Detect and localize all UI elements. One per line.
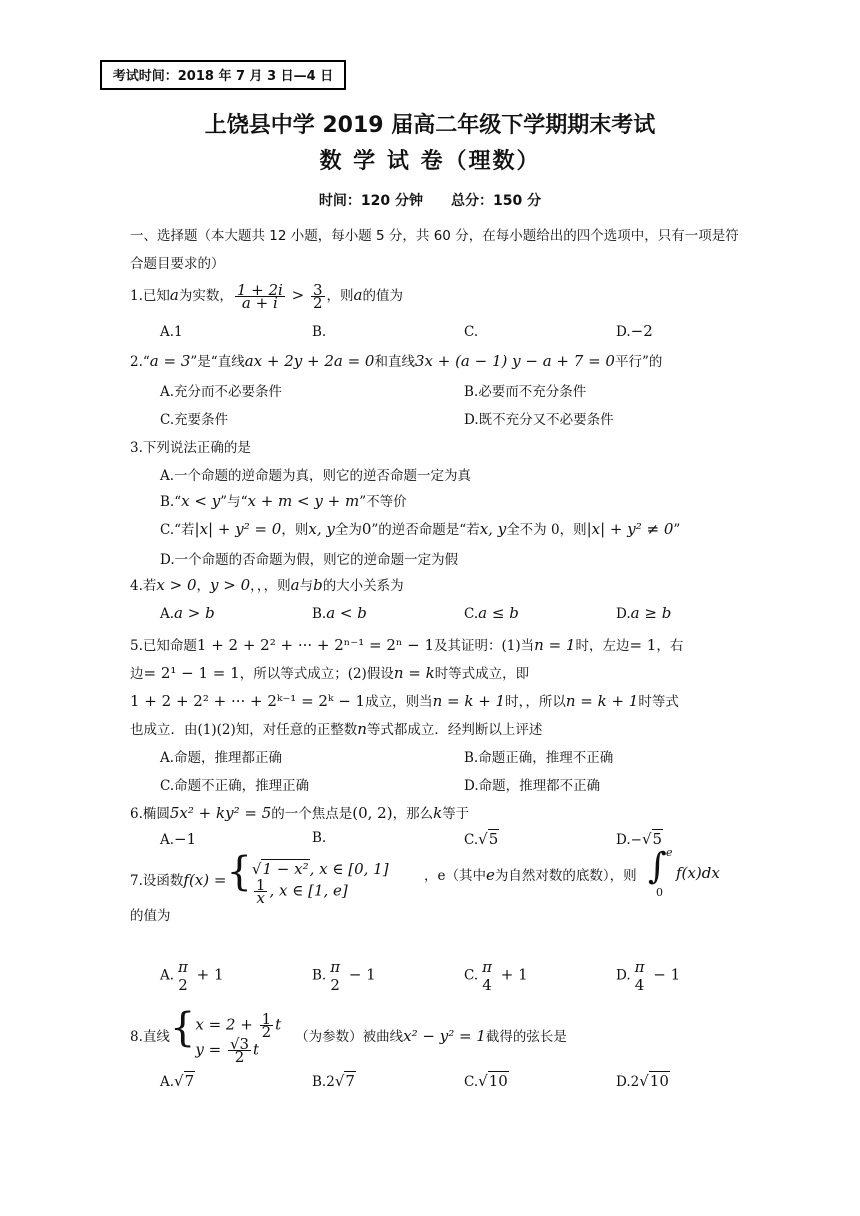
q3-text: 全为	[334, 522, 362, 538]
exam-title: 上饶县中学 2019 届高二年级下学期期末考试	[204, 113, 656, 138]
sqrt-sign-icon: √	[478, 830, 488, 848]
q8-text: 截得的弦长是	[485, 1029, 567, 1045]
q7-text: 为自然对数的底数），则	[494, 868, 637, 884]
q3-math: 0	[361, 520, 372, 538]
q6-option-c[interactable]	[464, 830, 499, 848]
q7-opt-frac	[176, 958, 190, 994]
q1-option-d-math: −2	[630, 322, 653, 340]
q1-option-b[interactable]: B.	[312, 324, 327, 340]
q2-condition: a = 3	[149, 352, 191, 370]
q8-text: （为参数）被曲线	[295, 1029, 404, 1045]
question-5-line-2	[130, 662, 529, 682]
exam-time-box: 考试时间：2018 年 7 月 3 日—4 日	[100, 60, 346, 90]
q1-option-d[interactable]	[616, 322, 653, 340]
q3-option-b[interactable]	[160, 490, 407, 510]
question-5-line-3	[130, 690, 679, 710]
q8-eq2-frac	[228, 1034, 251, 1066]
exam-meta: 时间：120 分钟 总分：150 分	[318, 193, 542, 209]
q1-var-a: a	[353, 286, 363, 304]
sqrt-sign-icon: √	[251, 859, 262, 878]
q3-text: ”与“	[220, 494, 248, 510]
q7-opt-label: B.	[312, 967, 327, 984]
q5-math: n = k	[393, 664, 435, 682]
q7-opt-num: π	[482, 958, 492, 976]
q4-text: 4.若	[130, 578, 157, 594]
q8-opt-root: 7	[184, 1072, 195, 1090]
q4-option-c[interactable]	[464, 604, 519, 622]
q8-opt-label: D.2	[616, 1074, 640, 1090]
q5-text: 也成立．由(1)(2)知，对任意的正整数	[130, 722, 358, 738]
q6-text: ，那么	[392, 806, 434, 822]
q7-var-e: e	[486, 866, 495, 884]
q5-text: 时，左边	[575, 638, 630, 654]
q1-frac1-top: 1 + 2i	[236, 281, 283, 299]
question-3-stem: 3.下列说法正确的是	[130, 440, 251, 456]
q7-case2-top: 1	[255, 875, 266, 894]
q8-eq1: x = 2 +	[195, 1015, 258, 1033]
q6-opt-label: C.	[464, 832, 479, 848]
q5-option-d[interactable]: D.命题，推理都不正确	[464, 778, 601, 794]
q8-eq2-t: t	[253, 1040, 260, 1058]
q3-option-a[interactable]: A.一个命题的逆命题为真，则它的逆否命题一定为真	[160, 468, 472, 484]
q1-text: 为实数，	[178, 288, 233, 304]
q7-opt-num: π	[330, 958, 341, 976]
q8-opt-root: 10	[649, 1072, 669, 1090]
question-6-stem	[130, 802, 469, 822]
q4-opt-math: a > b	[174, 604, 215, 622]
q2-option-d[interactable]: D.既不充分又不必要条件	[464, 412, 614, 428]
q3-option-c[interactable]	[160, 518, 680, 538]
q3-text: ”	[673, 522, 681, 538]
q1-text: ，则	[326, 288, 354, 304]
question-7-stem-cont	[424, 864, 637, 884]
q7-function: f(x) =	[183, 871, 227, 889]
q8-opt-label: A.	[160, 1074, 175, 1090]
q4-text: 与	[299, 578, 314, 594]
q8-eq-1	[195, 1009, 282, 1041]
q1-option-c[interactable]: C.	[464, 324, 479, 340]
q8-eq2-bot: 2	[234, 1047, 245, 1066]
q1-option-d-label: D.	[616, 324, 631, 340]
question-2-stem	[130, 350, 662, 370]
q7-text: 7.设函数	[130, 873, 184, 889]
q5-math: = 1	[629, 636, 657, 654]
sqrt-sign-icon: √	[334, 1072, 345, 1090]
q8-param-eqs	[195, 1009, 282, 1066]
q6-opt-label: A.	[160, 832, 175, 848]
q1-frac1-bot: a + i	[241, 294, 278, 312]
q3-math: x, y	[308, 520, 335, 538]
q6-math: 5x² + ky² = 5	[169, 804, 272, 822]
left-brace-icon: {	[226, 849, 252, 895]
question-7-stem	[130, 849, 389, 907]
q1-text: 1.已知	[130, 288, 170, 304]
q7-opt-frac	[633, 958, 647, 994]
q1-fraction-2	[311, 281, 325, 312]
sqrt-sign-icon: √	[174, 1072, 184, 1090]
q5-text: 5.已知命题	[130, 638, 197, 654]
q8-curve: x² − y² = 1	[403, 1027, 486, 1045]
q8-opt-root: 7	[345, 1072, 355, 1090]
q4-opt-math: a ≤ b	[478, 604, 519, 622]
q5-option-c[interactable]: C.命题不正确，推理正确	[160, 778, 310, 794]
q5-text: 成立，则当	[365, 694, 433, 710]
q8-eq1-bot: 2	[261, 1022, 272, 1041]
q8-option-a[interactable]	[160, 1072, 195, 1090]
q8-option-c[interactable]	[464, 1072, 509, 1090]
q5-math: n = 1	[534, 636, 576, 654]
q6-math: k	[433, 804, 443, 822]
q7-integral	[648, 846, 720, 899]
exam-subtitle: 数 学 试 卷（理数）	[319, 149, 541, 174]
q7-case-2	[252, 875, 389, 907]
q8-eq2-top: √3	[229, 1034, 250, 1053]
q8-eq-2	[195, 1034, 281, 1066]
q4-opt-label: B.	[312, 606, 327, 622]
q3-math: x < y	[181, 492, 221, 510]
q7-case1-root: 1 − x²	[262, 859, 309, 878]
q7-opt-num: π	[634, 958, 645, 976]
question-8-stem	[130, 1005, 567, 1066]
q6-opt-math: 5	[488, 830, 499, 848]
q7-option-d[interactable]	[616, 958, 680, 994]
q5-math: n	[357, 720, 367, 738]
integral-sign-icon: ∫	[648, 846, 667, 887]
q7-opt-tail: − 1	[344, 965, 376, 984]
q1-frac2-bot: 2	[312, 294, 323, 312]
left-brace-icon: {	[169, 1005, 196, 1051]
q5-text: ，右	[656, 638, 684, 654]
question-5-line-1	[130, 634, 683, 654]
q6-text: 的一个焦点是	[271, 806, 353, 822]
q2-text: 2.“	[130, 354, 150, 370]
q1-option-a[interactable]: A.1	[160, 324, 183, 340]
q5-math: = 2¹ − 1 = 1	[143, 664, 240, 682]
q3-math: x + m < y + m	[247, 492, 360, 510]
q4-text: ，，，则	[250, 578, 291, 594]
q3-math: x, y	[479, 520, 507, 538]
q5-text: 及其证明：(1)当	[434, 638, 535, 654]
q2-option-c[interactable]: C.充要条件	[160, 412, 229, 428]
q8-eq1-top: 1	[261, 1009, 272, 1028]
q5-option-b[interactable]: B.命题正确，推理不正确	[464, 750, 614, 766]
q4-opt-math: a < b	[326, 604, 367, 622]
q5-text: 时等式成立，即	[434, 666, 530, 682]
q7-opt-label: C.	[464, 967, 479, 984]
q4-text: ，	[196, 578, 210, 594]
q3-text: 全不为 0，则	[506, 522, 587, 538]
q4-var-b: b	[313, 576, 323, 594]
question-7-stem-end: 的值为	[130, 908, 171, 924]
q7-opt-den: 2	[178, 976, 188, 994]
q7-case2-bot: x	[256, 888, 265, 907]
q8-text: 8.直线	[130, 1029, 170, 1045]
q5-text: 等式都成立．经判断以上评述	[366, 722, 543, 738]
q3-text: ”的逆否命题是“若	[371, 522, 480, 538]
q4-opt-math: a ≥ b	[630, 604, 672, 622]
sqrt-sign-icon: √	[639, 1072, 649, 1090]
q5-option-a[interactable]: A.命题，推理都正确	[160, 750, 283, 766]
q7-case-1	[252, 860, 389, 879]
q7-cases	[251, 859, 389, 907]
q7-text: ，e（其中	[424, 868, 486, 884]
q8-option-d[interactable]	[616, 1072, 670, 1090]
q6-option-a[interactable]	[160, 830, 196, 848]
q2-line-1: ax + 2y + 2a = 0	[244, 352, 375, 370]
q6-text: 等于	[442, 806, 470, 822]
q3-math: |x| + y² ≠ 0	[586, 520, 674, 538]
q2-option-b[interactable]: B.必要而不充分条件	[464, 384, 587, 400]
q8-opt-label: C.	[464, 1074, 479, 1090]
q8-eq1-t: t	[275, 1015, 282, 1033]
q1-gt: >	[286, 286, 309, 304]
q8-eq2: y =	[195, 1040, 226, 1058]
q6-opt-math: −1	[174, 830, 197, 848]
q7-opt-num: π	[178, 958, 188, 976]
q4-opt-label: D.	[616, 606, 631, 622]
q6-text: 6.椭圆	[130, 806, 170, 822]
q3-text: C.“若	[160, 522, 195, 538]
q7-opt-den: 4	[634, 976, 645, 994]
q2-text: ”是“直线	[190, 354, 245, 370]
q1-var-a: a	[169, 286, 179, 304]
q7-case2-domain: , x ∈ [1, e]	[269, 881, 348, 899]
q6-opt-math: 5	[652, 830, 663, 848]
q3-text: ”不等价	[359, 494, 407, 510]
q7-opt-tail: − 1	[648, 965, 681, 984]
q6-option-b[interactable]: B.	[312, 830, 327, 846]
q5-math: n = k + 1	[432, 692, 506, 710]
q7-int-upper: e	[666, 846, 673, 859]
q2-option-a[interactable]: A.充分而不必要条件	[160, 384, 283, 400]
q7-int-lower: 0	[656, 886, 663, 899]
q1-text: 的值为	[362, 288, 403, 304]
q2-text: 平行”的	[614, 354, 663, 370]
q4-option-b[interactable]	[312, 604, 367, 622]
q5-text: ，所以等式成立；(2)假设	[239, 666, 394, 682]
q6-opt-label: D.−	[616, 832, 642, 848]
q7-integrand: f(x)dx	[676, 864, 720, 882]
q7-option-b[interactable]	[312, 958, 376, 994]
section-heading: 一、选择题（本大题共 12 小题，每小题 5 分，共 60 分，在每小题给出的四个选项中，只有一项是符合题目要求的）	[130, 228, 739, 272]
q3-text: ，则	[281, 522, 309, 538]
q2-line-2: 3x + (a − 1) y − a + 7 = 0	[414, 352, 615, 370]
q4-opt-label: A.	[160, 606, 175, 622]
q7-opt-tail: + 1	[191, 965, 224, 984]
q5-math: 1 + 2 + 2² + ··· + 2ⁿ⁻¹ = 2ⁿ − 1	[196, 636, 435, 654]
q7-case2-frac	[254, 875, 268, 907]
q7-case1-domain: , x ∈ [0, 1]	[309, 859, 389, 878]
q7-opt-tail: + 1	[496, 965, 528, 984]
q5-math: n = k + 1	[565, 692, 639, 710]
question-4-stem	[130, 574, 404, 594]
q7-opt-frac	[328, 958, 342, 994]
q2-text: 和直线	[374, 354, 415, 370]
q4-math: y > 0	[210, 576, 251, 594]
q1-frac2-top: 3	[312, 281, 323, 299]
q5-text: 时，，所以	[505, 694, 566, 710]
q4-option-a[interactable]	[160, 604, 215, 622]
question-1-stem	[130, 281, 403, 312]
q1-fraction-1	[235, 281, 285, 312]
q4-math: x > 0	[156, 576, 197, 594]
q8-opt-root: 10	[488, 1072, 508, 1090]
question-5-line-4	[130, 718, 542, 738]
q3-option-d[interactable]: D.一个命题的否命题为假，则它的逆命题一定为假	[160, 552, 459, 568]
sqrt-sign-icon: √	[641, 830, 652, 848]
q7-opt-den: 4	[482, 976, 492, 994]
q4-opt-label: C.	[464, 606, 479, 622]
q3-text: B.“	[160, 494, 182, 510]
q5-math: 1 + 2 + 2² + ··· + 2ᵏ⁻¹ = 2ᵏ − 1	[130, 692, 366, 710]
q7-opt-frac	[480, 958, 494, 994]
q7-option-a[interactable]	[160, 958, 224, 994]
q7-opt-label: A.	[160, 967, 175, 984]
q8-eq1-frac	[260, 1009, 274, 1041]
q3-math: |x| + y² = 0	[194, 520, 282, 538]
q8-opt-label: B.2	[312, 1074, 335, 1090]
q4-text: 的大小关系为	[322, 578, 404, 594]
q4-var-a: a	[290, 576, 300, 594]
q5-text: 边	[130, 666, 144, 682]
q7-option-c[interactable]	[464, 958, 528, 994]
q7-opt-den: 2	[330, 976, 340, 994]
q7-opt-label: D.	[616, 967, 631, 984]
q6-math: (0, 2)	[352, 804, 393, 822]
sqrt-sign-icon: √	[478, 1072, 488, 1090]
q8-option-b[interactable]	[312, 1072, 356, 1090]
q4-option-d[interactable]	[616, 604, 671, 622]
q5-text: 时等式	[638, 694, 679, 710]
